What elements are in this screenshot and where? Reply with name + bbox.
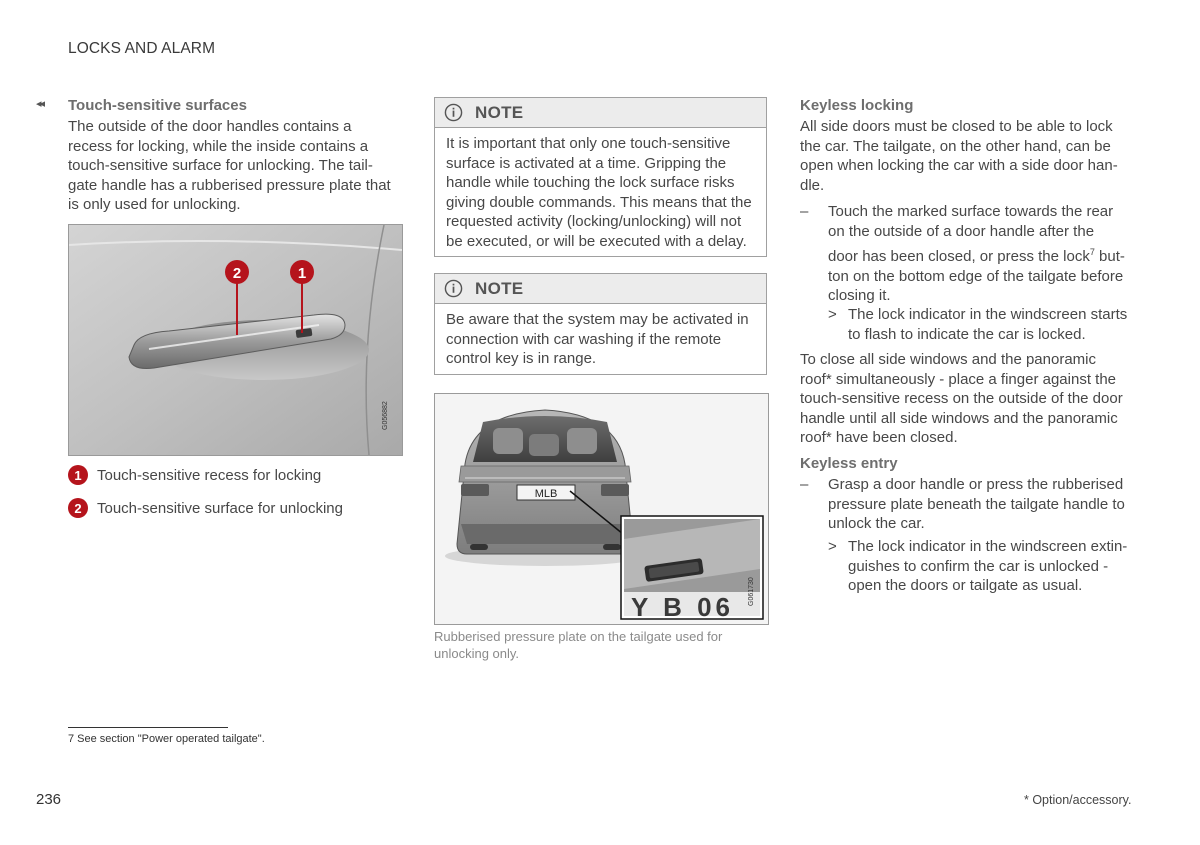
result-1-text [848, 305, 1140, 344]
info-icon [444, 103, 463, 122]
text-fragment: door has been closed, or press the lock [828, 248, 1090, 265]
tailgate-illustration [435, 394, 768, 624]
note-2-title: NOTE [475, 278, 524, 298]
figure-code: G056882 [382, 401, 389, 430]
figure-caption [434, 628, 767, 662]
text-line: closing it. [828, 287, 891, 304]
text-line: to flash to indicate the car is locked. [848, 325, 1086, 343]
page-number: 236 [36, 791, 62, 808]
door-handle-figure [68, 224, 403, 456]
text-line [828, 243, 1138, 267]
text-line: ton on the bottom edge of the tailgate before [828, 267, 1124, 285]
tailgate-figure [434, 393, 769, 625]
text-line: touch-sensitive surface for unlocking. The tail- [68, 157, 373, 174]
note-1-body [435, 128, 766, 259]
result-1-marker: > [828, 306, 837, 323]
text-line: The lock indicator in the windscreen extin- [848, 538, 1128, 555]
marker-2-label: 2 [232, 265, 242, 282]
callout-2-badge: 2 [68, 498, 88, 518]
text-line: connection with car washing if the remote [446, 330, 722, 348]
text-line: requested activity (locking/unlocking) will not [446, 213, 742, 230]
step-1-result [828, 305, 1138, 347]
keyless-locking-paragraph [800, 117, 1135, 195]
footnote-ref: 7 [1089, 247, 1095, 257]
text-line: The outside of the door handles contains a [68, 118, 352, 135]
note-2-header [435, 274, 766, 304]
callout-2-text: Touch-sensitive surface for unlocking [97, 499, 343, 517]
text-line: handle until all side windows and the panoramic [800, 409, 1118, 427]
text-line: pressure plate beneath the tailgate handle to [828, 495, 1125, 513]
heading-keyless-locking: Keyless locking [800, 97, 914, 114]
step-1 [800, 202, 1140, 312]
text-line: surface is activated at a time. Gripping the [446, 154, 727, 172]
continued-icon: ◂◂ [36, 98, 44, 110]
text-line: roof* simultaneously - place a finger against the [800, 370, 1117, 388]
step-2 [800, 475, 1140, 535]
note-1-header [435, 98, 766, 128]
note-box-2 [434, 273, 767, 375]
text-line: recess for locking, while the inside contains a [68, 137, 369, 155]
heading-keyless-entry: Keyless entry [800, 455, 898, 472]
callout-2 [68, 498, 343, 518]
figure-code: G061730 [748, 577, 755, 606]
step-2-result [828, 537, 1138, 597]
text-line: open the doors or tailgate as usual. [848, 577, 1083, 594]
text-line: unlock the car. [828, 515, 925, 532]
caption-line: Rubberised pressure plate on the tailgate used for [434, 629, 723, 644]
text-line: be executed, or will be executed with a delay. [446, 232, 747, 250]
note-box-1 [434, 97, 767, 257]
step-2-marker: – [800, 476, 809, 493]
text-line: All side doors must be closed to be able to lock [800, 118, 1113, 135]
inset-plate-text: Y B 06 [631, 592, 735, 622]
panoramic-roof-paragraph [800, 350, 1135, 448]
text-line: the car. The tailgate, on the other hand, can be [800, 137, 1111, 155]
callout-1-badge: 1 [68, 465, 88, 485]
text-line: Grasp a door handle or press the rubberised [828, 476, 1124, 493]
step-2-text [828, 475, 1138, 534]
text-line: The lock indicator in the windscreen starts [848, 306, 1128, 323]
footnote: 7 See section "Power operated tailgate". [68, 733, 265, 745]
text-line: touch-sensitive recess on the outside of the door [800, 390, 1123, 407]
text-line: To close all side windows and the panoramic [800, 351, 1096, 368]
text-line: open when locking the car with a side door han- [800, 157, 1118, 174]
text-line: control key is in range. [446, 350, 597, 367]
step-1-text [828, 202, 1138, 306]
text-line: handle while touching the lock surface risks [446, 174, 735, 191]
intro-paragraph [68, 117, 398, 215]
text-line: is only used for unlocking. [68, 196, 241, 213]
text-line: dle. [800, 176, 825, 194]
option-accessory-note: * Option/accessory. [1024, 793, 1132, 807]
text-line: It is important that only one touch-sensitive [446, 135, 731, 152]
text-line: roof* have been closed. [800, 429, 958, 446]
text-line: gate handle has a rubberised pressure plate that [68, 176, 391, 194]
info-icon [444, 279, 463, 298]
footnote-divider [68, 727, 228, 728]
text-line: Touch the marked surface towards the rear [828, 203, 1114, 220]
step-1-marker: – [800, 203, 809, 220]
result-2-marker: > [828, 538, 837, 555]
license-plate-text: MLB [534, 488, 558, 500]
door-handle-illustration [69, 225, 402, 455]
marker-1-label: 1 [297, 265, 307, 282]
result-2-text [848, 537, 1140, 596]
text-line: on the outside of a door handle after the [828, 222, 1095, 240]
text-line: Be aware that the system may be activated in [446, 311, 749, 328]
callout-1 [68, 465, 321, 485]
note-2-body [435, 304, 766, 377]
text-line: guishes to confirm the car is unlocked - [848, 557, 1109, 575]
note-1-title: NOTE [475, 102, 524, 122]
caption-line: unlocking only. [434, 646, 520, 661]
callout-1-text: Touch-sensitive recess for locking [97, 466, 322, 484]
text-fragment: but- [1094, 248, 1125, 265]
section-header: LOCKS AND ALARM [68, 40, 216, 57]
text-line: giving double commands. This means that the [446, 193, 752, 211]
heading-touch-sensitive-surfaces: Touch-sensitive surfaces [68, 97, 247, 114]
